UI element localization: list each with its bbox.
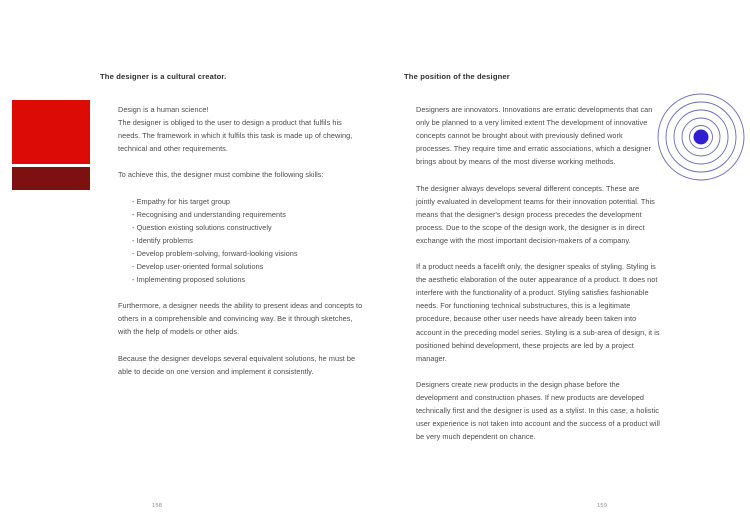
- list-item: - Identify problems: [132, 234, 366, 247]
- paragraph-line-lead: Design is a human science! The designer is obliged to the user to design a product that fulfils his needs. The framework in which it fulfils this task is made up of chewing, technical and other requirements.: [118, 105, 353, 154]
- left-page-column: [100, 72, 366, 378]
- page-number-right: 159: [597, 503, 608, 509]
- paragraph-text: To achieve this, the designer must combine the following skills:: [118, 170, 324, 180]
- paragraph: [118, 103, 366, 155]
- paragraph: The designer always develops several different concepts. These are jointly evaluated in development teams for their innovation potential. This means that the designer's design process precedes the development process. Due to the scope of the design work, the designer is in direct exchange with the most important decision-makers of a company.: [416, 183, 655, 245]
- red-block-dark-icon: [12, 167, 90, 190]
- paragraph: Furthermore, a designer needs the ability to present ideas and concepts to others in a comprehensible and convincing way. Be it through sketches, with the help of models or other aids.: [118, 301, 363, 337]
- paragraph: If a product needs a facelift only, the designer speaks of styling. Styling is the aesthetic elaboration of the outer appearance of a product. It does not interfere with the functionality of a product. Styling satisfies fashionable needs. For functioning technical substructures, this is a legitimate procedure, because other user needs have already been taken into account in the preceding model series. Styling is a sub-area of design, it is positioned behind development, these projects are led by a project manager.: [416, 262, 660, 363]
- paragraph: [118, 168, 366, 181]
- paragraph: Designers create new products in the design phase before the development and construction phases. If new products are developed technically first and the designer is used as a stylist. In this case, a holistic user experience is not taken into account and the success of a product will be very much dependent on chance.: [416, 379, 660, 442]
- paragraph: Because the designer develops several equivalent solutions, he must be able to decide on one version and implement it consistently.: [118, 353, 356, 376]
- paragraph: Designers are innovators. Innovations are erratic developments that can only be planned to a very limited extent The development of innovative concepts cannot be brought about with previously defined work processes. They require time and erratic associations, which a designer brings about by means of the most diverse working methods.: [416, 105, 653, 167]
- left-page-heading: The designer is a cultural creator.: [100, 72, 227, 81]
- list-item: - Recognising and understanding requirements: [132, 208, 366, 221]
- list-item: - Implementing proposed solutions: [132, 273, 366, 286]
- list-item: - Empathy for his target group: [132, 195, 366, 208]
- list-item: - Develop problem-solving, forward-looking visions: [132, 247, 366, 260]
- list-item: - Develop user-oriented formal solutions: [132, 260, 366, 273]
- right-page-column: [404, 72, 660, 443]
- skills-list: [118, 195, 366, 287]
- list-item: - Question existing solutions constructively: [132, 221, 366, 234]
- right-page-body: [404, 103, 660, 443]
- red-blocks-figure: [12, 100, 90, 190]
- red-block-bright-icon: [12, 100, 90, 164]
- page-number-left: 158: [152, 503, 163, 509]
- concentric-rings-figure: [657, 93, 745, 181]
- right-page-heading: The position of the designer: [404, 72, 510, 81]
- left-page-body: [100, 103, 366, 378]
